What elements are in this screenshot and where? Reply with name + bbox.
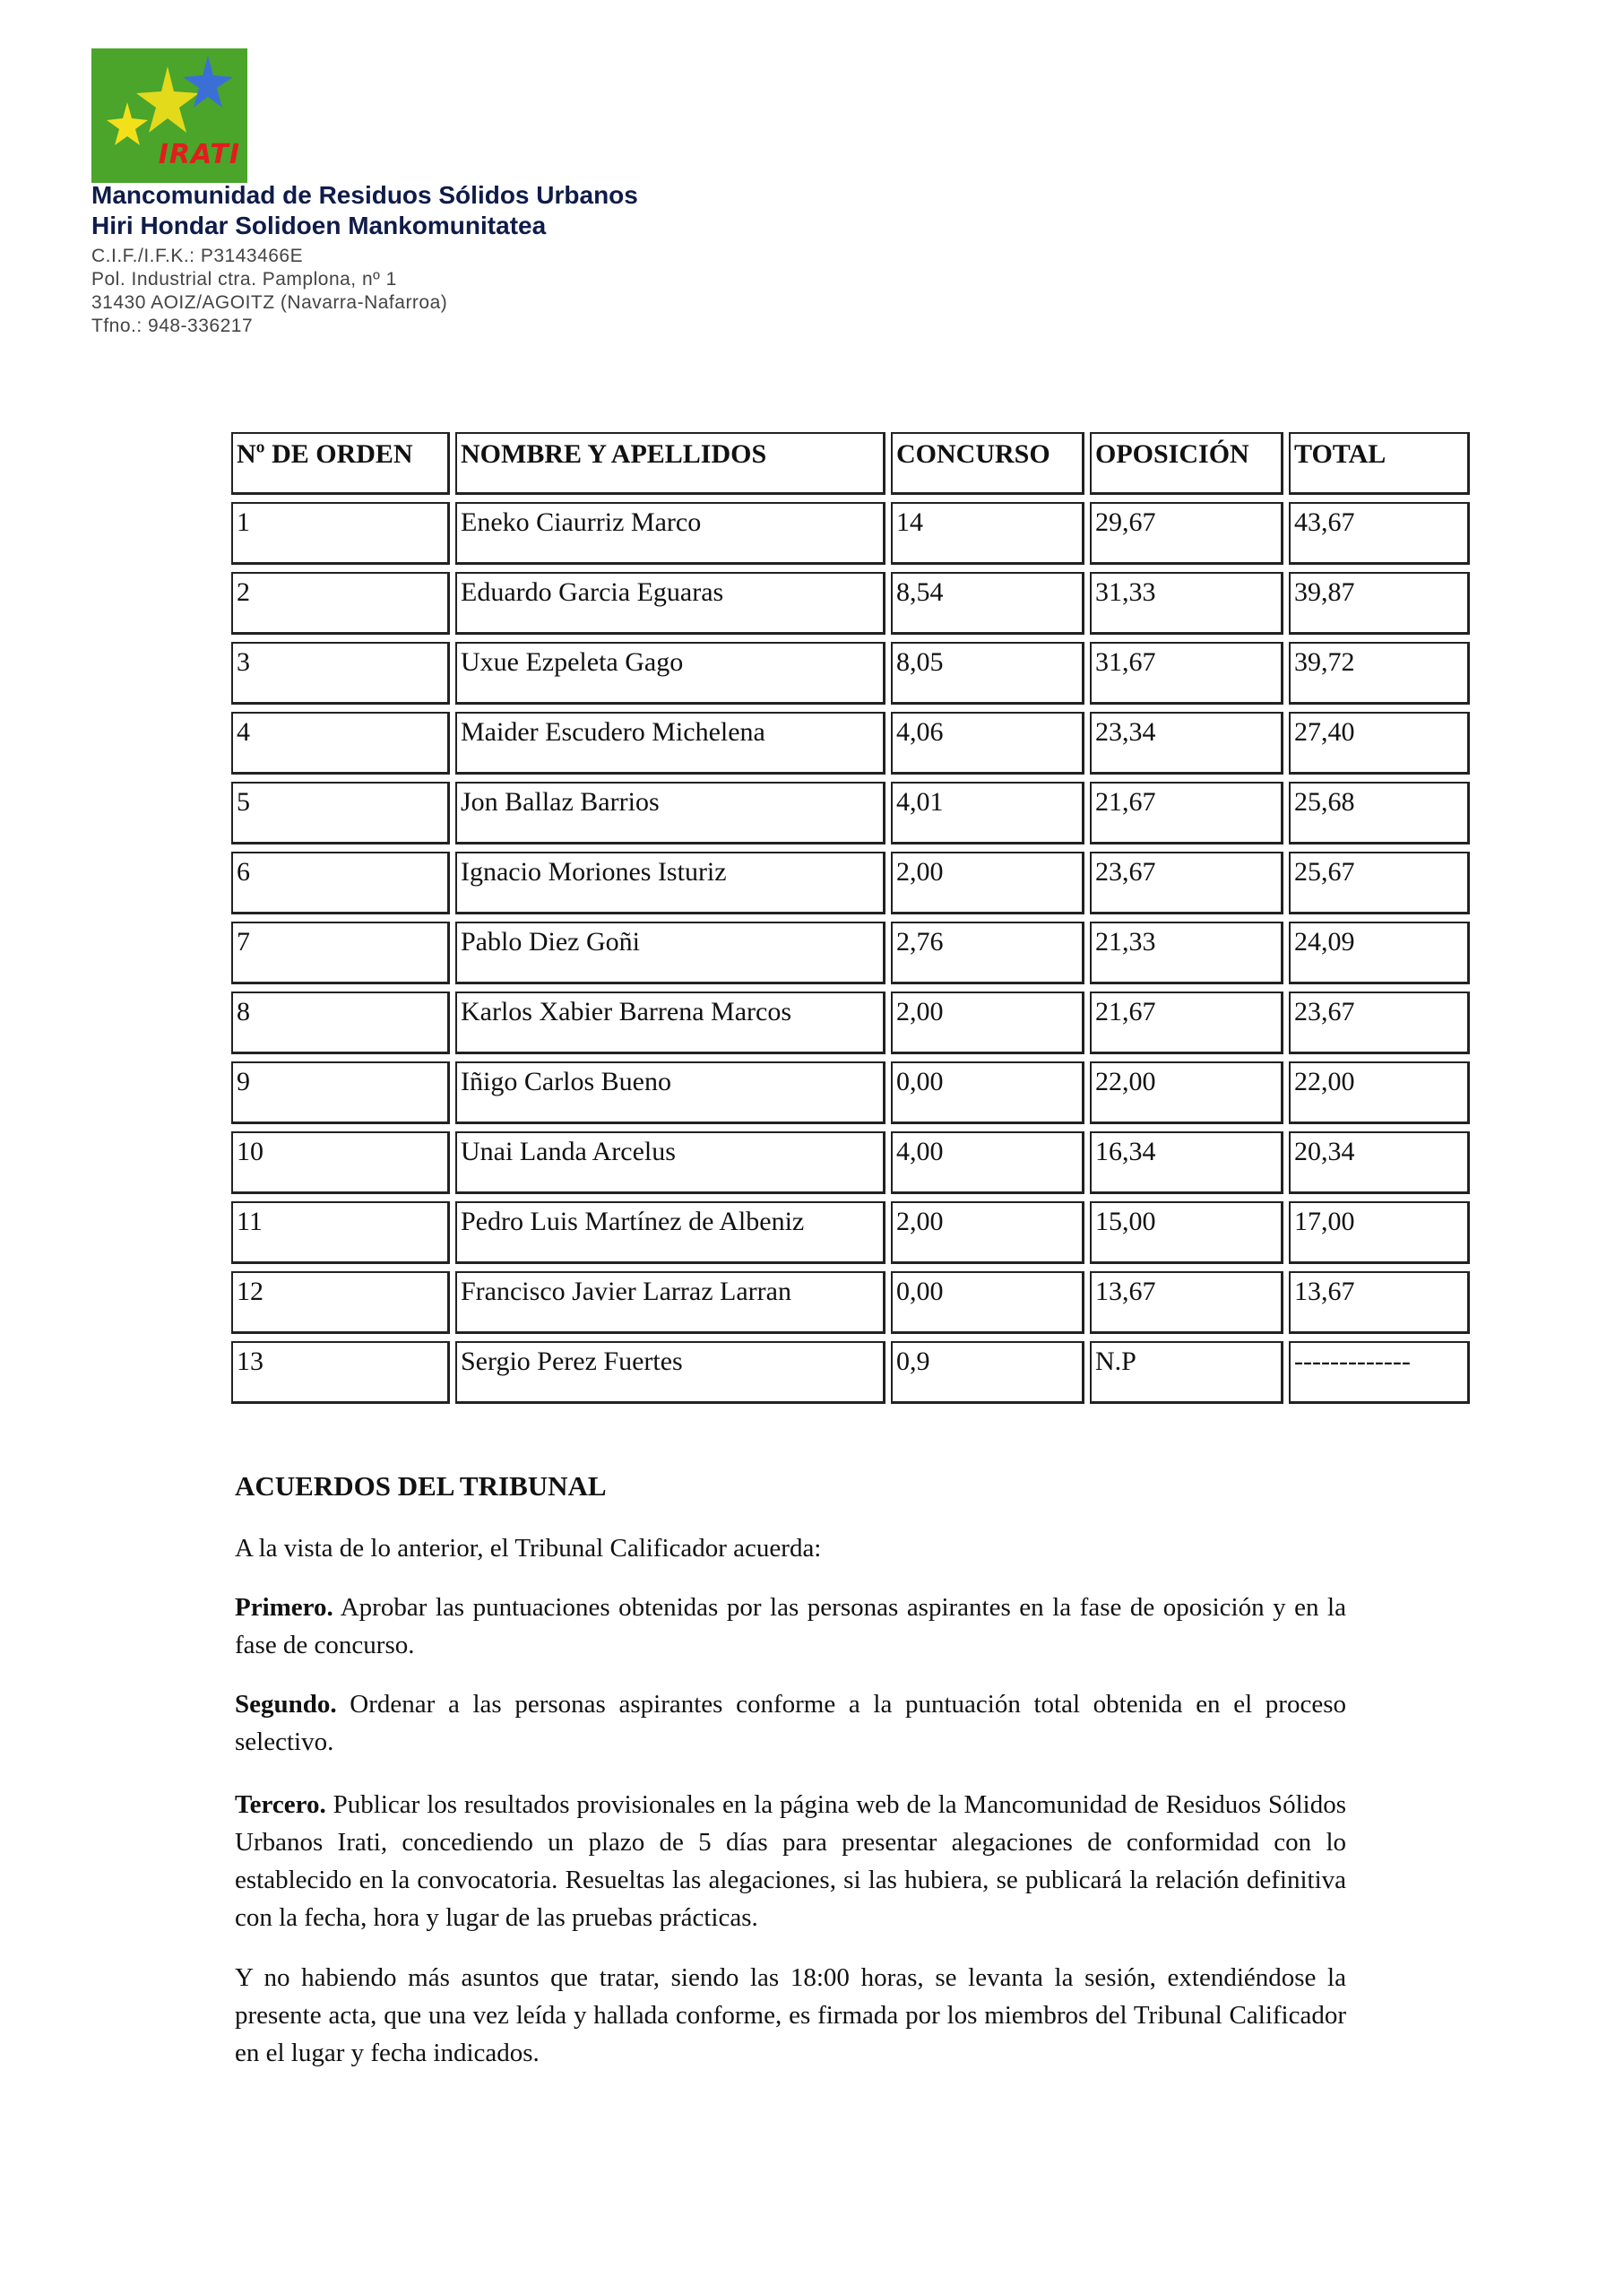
table-row [231,922,1475,992]
cell-oposicion: 23,34 [1090,712,1283,775]
cell-concurso: 4,01 [891,782,1084,844]
cell-order: 7 [231,922,450,984]
cell-concurso: 0,9 [891,1341,1084,1404]
cell-name: Iñigo Carlos Bueno [455,1061,885,1124]
cell-name: Karlos Xabier Barrena Marcos [455,992,885,1054]
agreement-second-text: Ordenar a las personas aspirantes conforme a la puntuación total obtenida en el proceso selectivo. [235,1690,1346,1756]
cell-oposicion: 13,67 [1090,1271,1283,1334]
cell-order: 13 [231,1341,450,1404]
cell-total: 13,67 [1289,1271,1470,1334]
cell-name: Ignacio Moriones Isturiz [455,852,885,914]
agreement-first-text: Aprobar las puntuaciones obtenidas por las personas aspirantes en la fase de oposición y en la fase de concurso. [235,1593,1346,1659]
cell-total: 39,72 [1289,642,1470,705]
cell-oposicion: 31,67 [1090,642,1283,705]
agreement-second-label: Segundo. [235,1690,337,1719]
cell-total: 22,00 [1289,1061,1470,1124]
cell-name: Unai Landa Arcelus [455,1131,885,1194]
cell-order: 1 [231,502,450,565]
cell-concurso: 14 [891,502,1084,565]
cell-order: 8 [231,992,450,1054]
cell-order: 5 [231,782,450,844]
table-row [231,992,1475,1061]
cell-order: 9 [231,1061,450,1124]
cell-name: Eduardo Garcia Eguaras [455,572,885,635]
cell-order: 12 [231,1271,450,1334]
cell-total: 17,00 [1289,1201,1470,1264]
section-title: ACUERDOS DEL TRIBUNAL [235,1470,607,1502]
cell-name: Pedro Luis Martínez de Albeniz [455,1201,885,1264]
table-row [231,712,1475,782]
cell-name: Maider Escudero Michelena [455,712,885,775]
cell-total: 43,67 [1289,502,1470,565]
cell-total: ------------- [1289,1341,1470,1404]
agreement-third-label: Tercero. [235,1790,326,1819]
org-name-line1: Mancomunidad de Residuos Sólidos Urbanos [91,181,638,209]
header-cell-oposicion: OPOSICIÓN [1090,432,1283,495]
cell-order: 2 [231,572,450,635]
logo-text: IRATI [158,139,240,170]
cell-name: Eneko Ciaurriz Marco [455,502,885,565]
cell-oposicion: 21,33 [1090,922,1283,984]
closing-paragraph: Y no habiendo más asuntos que tratar, siendo las 18:00 horas, se levanta la sesión, extendiéndose la presente acta, que una vez leída y hallada conforme, es firmada por los miembros del Tribunal Calificador en el lugar y fecha indicados. [235,1963,1346,2067]
table-row [231,1061,1475,1131]
cell-oposicion: 21,67 [1090,992,1283,1054]
cell-concurso: 2,00 [891,1201,1084,1264]
cell-concurso: 2,00 [891,852,1084,914]
table-row [231,1201,1475,1271]
cell-oposicion: 21,67 [1090,782,1283,844]
org-address-1: Pol. Industrial ctra. Pamplona, nº 1 [91,269,397,290]
cell-order: 3 [231,642,450,705]
cell-total: 23,67 [1289,992,1470,1054]
table-row [231,642,1475,712]
table-row [231,1131,1475,1201]
header-cell-order: Nº DE ORDEN [231,432,450,495]
table-row [231,502,1475,572]
cell-oposicion: 15,00 [1090,1201,1283,1264]
cell-name: Pablo Diez Goñi [455,922,885,984]
agreements-intro: A la vista de lo anterior, el Tribunal Calificador acuerda: [235,1534,822,1563]
org-phone: Tfno.: 948-336217 [91,316,254,336]
table-row [231,572,1475,642]
cell-order: 10 [231,1131,450,1194]
header-cell-concurso: CONCURSO [891,432,1084,495]
org-cif: C.I.F./I.F.K.: P3143466E [91,246,304,266]
cell-concurso: 4,00 [891,1131,1084,1194]
table-row [231,782,1475,852]
cell-concurso: 8,05 [891,642,1084,705]
cell-concurso: 8,54 [891,572,1084,635]
cell-name: Jon Ballaz Barrios [455,782,885,844]
results-table [231,432,1475,1411]
cell-concurso: 0,00 [891,1061,1084,1124]
cell-order: 11 [231,1201,450,1264]
table-row [231,852,1475,922]
cell-concurso: 2,76 [891,922,1084,984]
cell-oposicion: 16,34 [1090,1131,1283,1194]
cell-name: Sergio Perez Fuertes [455,1341,885,1404]
agreement-second [235,1685,1346,1761]
cell-oposicion: 31,33 [1090,572,1283,635]
cell-oposicion: 23,67 [1090,852,1283,914]
cell-name: Uxue Ezpeleta Gago [455,642,885,705]
agreement-third-text: Publicar los resultados provisionales en la página web de la Mancomunidad de Residuos Sólidos Urbanos Irati, concediendo un plazo de 5 días para presentar alegaciones de conformidad con lo establecido en la convocatoria. Resueltas las alegaciones, si las hubiera, se publicará la relación definitiva con la fecha, hora y lugar de las pruebas prácticas. [235,1790,1346,1932]
header-cell-total: TOTAL [1289,432,1470,495]
table-row [231,1271,1475,1341]
agreement-first-label: Primero. [235,1593,333,1622]
agreement-first [235,1589,1346,1664]
cell-total: 39,87 [1289,572,1470,635]
table-header-row [231,432,1475,502]
agreement-third [235,1786,1346,1936]
cell-total: 24,09 [1289,922,1470,984]
cell-oposicion: N.P [1090,1341,1283,1404]
cell-order: 4 [231,712,450,775]
cell-order: 6 [231,852,450,914]
cell-concurso: 0,00 [891,1271,1084,1334]
cell-concurso: 2,00 [891,992,1084,1054]
org-address-2: 31430 AOIZ/AGOITZ (Navarra-Nafarroa) [91,292,448,313]
table-row [231,1341,1475,1411]
cell-name: Francisco Javier Larraz Larran [455,1271,885,1334]
cell-total: 25,68 [1289,782,1470,844]
cell-oposicion: 29,67 [1090,502,1283,565]
irati-logo [91,48,247,183]
org-name-line2: Hiri Hondar Solidoen Mankomunitatea [91,212,547,239]
cell-total: 25,67 [1289,852,1470,914]
cell-oposicion: 22,00 [1090,1061,1283,1124]
header-cell-name: NOMBRE Y APELLIDOS [455,432,885,495]
cell-total: 20,34 [1289,1131,1470,1194]
cell-concurso: 4,06 [891,712,1084,775]
cell-total: 27,40 [1289,712,1470,775]
